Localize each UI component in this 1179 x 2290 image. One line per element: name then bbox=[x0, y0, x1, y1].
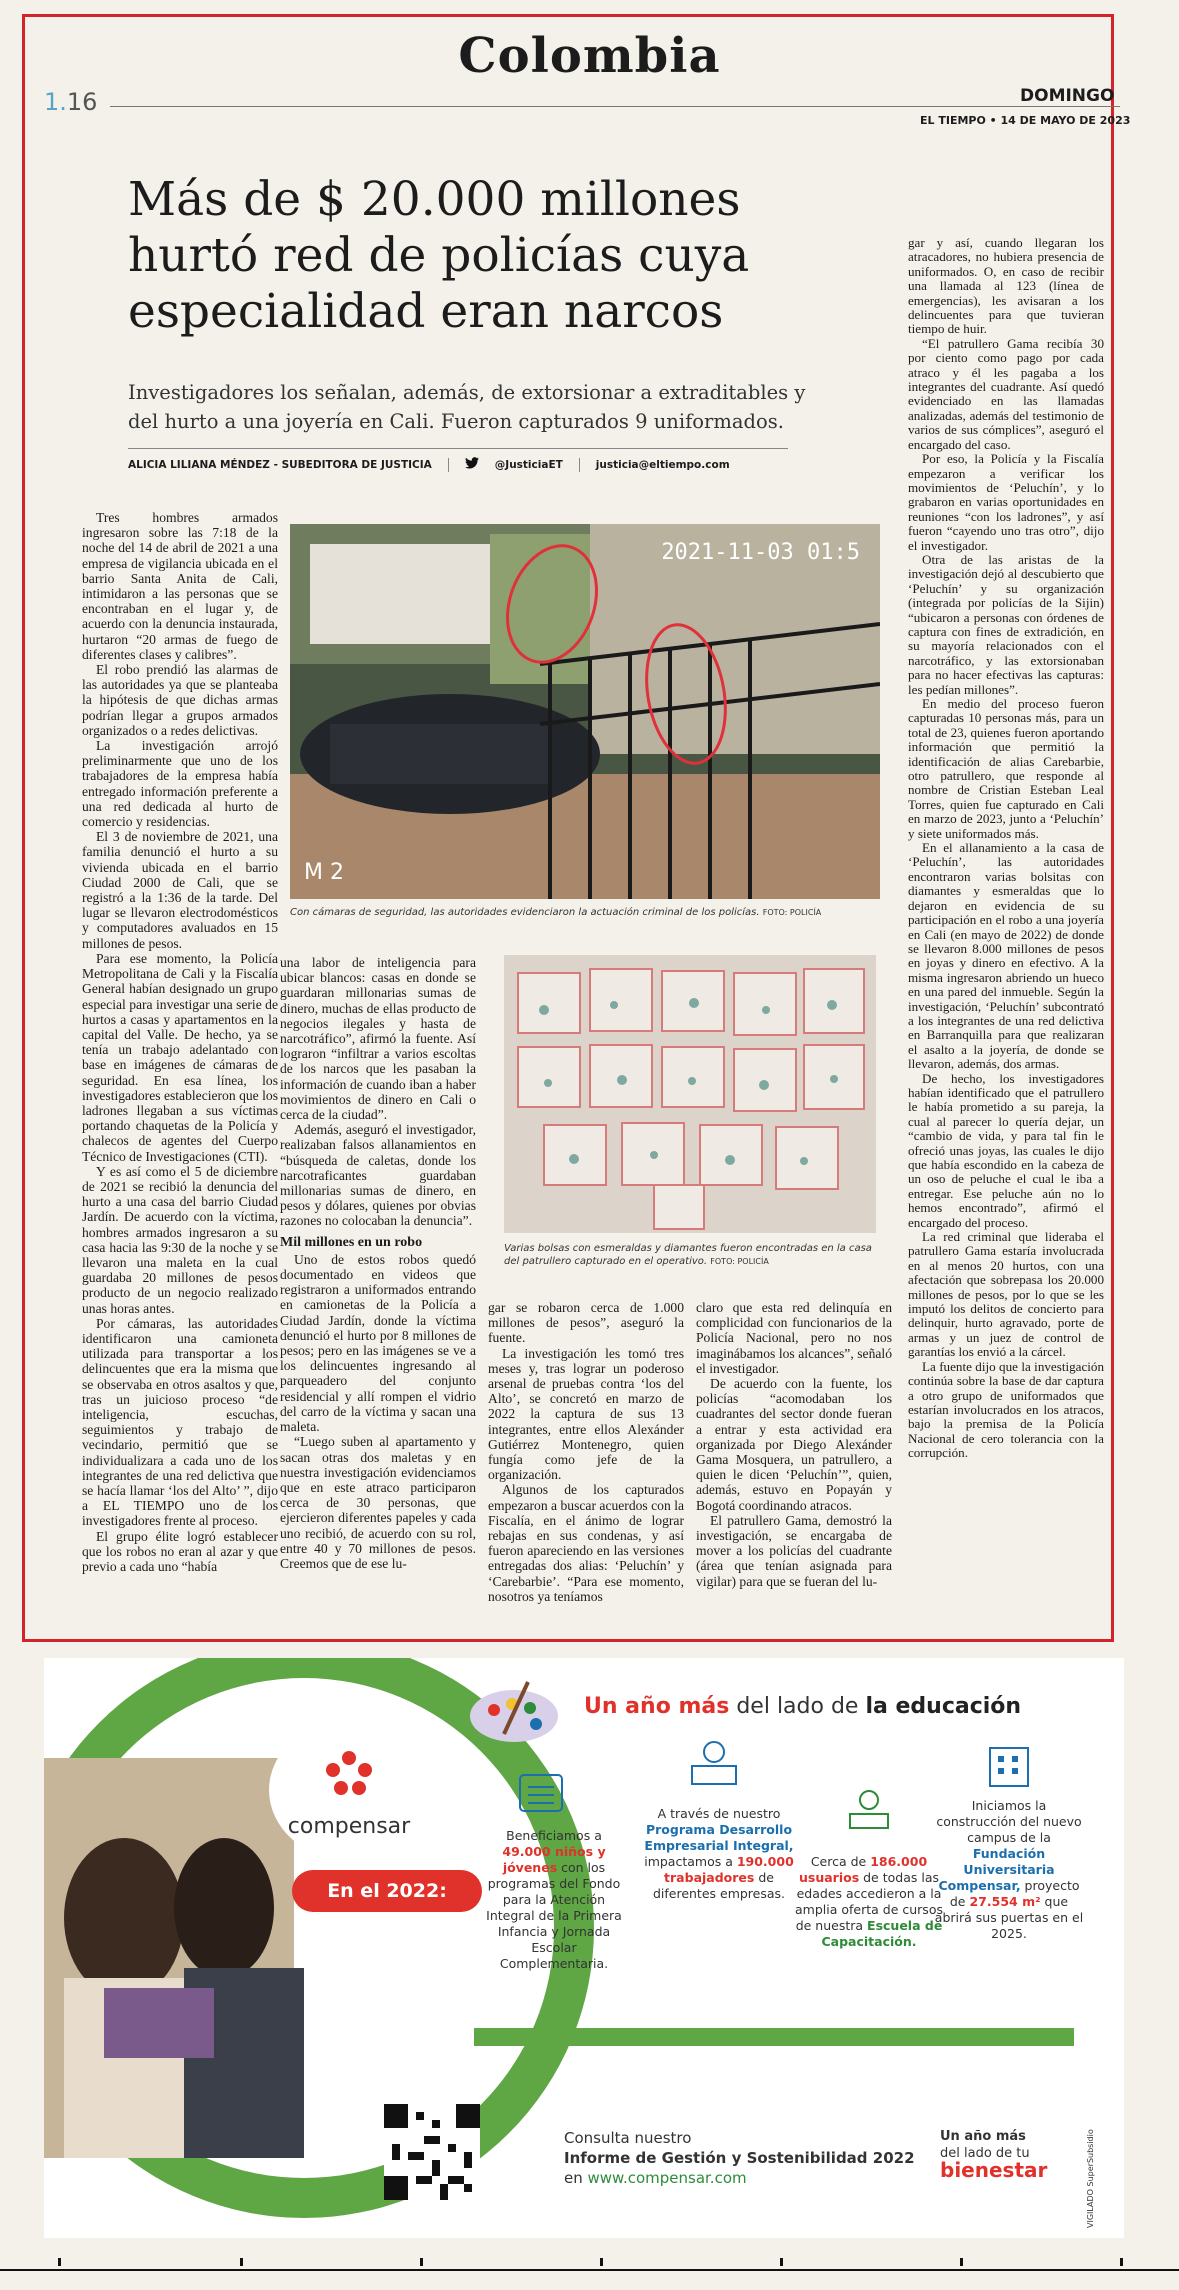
stat-text: A través de nuestro bbox=[657, 1806, 781, 1821]
stat-text: Beneficiamos a bbox=[506, 1828, 602, 1843]
stat-text: Iniciamos la construcción del nuevo campus de la bbox=[936, 1798, 1082, 1845]
paragraph: Además, aseguró el investigador, realizaban falsos allanamientos en “búsqueda de caletas, donde los narcotraficantes guardaban millonarias sumas de dinero, en pesos y dólares, quienes por obvias razones no colocaban la denuncia”. bbox=[280, 1122, 476, 1229]
ad-title-red: Un año más bbox=[584, 1694, 730, 1719]
article-column-2 bbox=[280, 955, 476, 1571]
paragraph: En el allanamiento a la casa de ‘Peluchín’, las autoridades encontraron varias bolsitas con diamantes y esmeraldas que lo dejaron en evidencia de su participación en el robo a una joyería en Cali (en mayo de 2022) de donde se llevaron 8.000 millones de pesos en joyas y dinero en efectivo. A la misma ingresaron abriendo un hueco en una pared del inmueble. Según la investigación, ‘Peluchín’ subcontrató a los integrantes de una red delictiva en Barranquilla para que realizaran el asalto a la joyería, de donde se llevaron, además, dos armas. bbox=[908, 840, 1104, 1072]
tagline-2: del lado de tu bbox=[940, 2146, 1030, 2161]
stat-workers bbox=[644, 1806, 794, 1902]
paragraph: El patrullero Gama, demostró la investigación, se encargaba de mover a los policías del cuadrante (área que tenían asignada para vigilar) para que se fueran del lu- bbox=[696, 1512, 892, 1589]
paragraph: “El patrullero Gama recibía 30 por ciento como pago por cada atraco y él les pagaba a los integrantes del cuadrante. Así quedó evidenciado en las llamadas analizadas, además del testimonio de varios de sus cómplices”, aseguró el encargado del caso. bbox=[908, 335, 1104, 452]
header-rule bbox=[110, 106, 1120, 107]
photo1-credit: FOTO: POLICÍA bbox=[762, 908, 822, 917]
paragraph: Y es así como el 5 de diciembre de 2021 se recibió la denuncia del hurto a una casa del barrio Ciudad Jardín. De acuerdo con la víctima, hombres armados ingresaron a su casa hacia las 9:30 de la noche y se llevaron una maleta en la cual guardaba 20 millones de pesos producto de un negocio realizado unas horas antes. bbox=[82, 1163, 278, 1316]
ad-tagline bbox=[940, 2128, 1048, 2182]
byline-email: justicia@eltiempo.com bbox=[595, 458, 730, 471]
report-en: en bbox=[564, 2169, 588, 2187]
stat-users bbox=[794, 1854, 944, 1950]
paragraph: En medio del proceso fueron capturadas 10 personas más, para un total de 23, quienes fueron aportando información que permitió la identificación de alias Carebarbie, otro patrullero, que responde al nombre de Cristian Esteban Leal Torres, quien fue capturado en Cali en marzo de 2023, junto a ‘Peluchín’ y siete uniformados más. bbox=[908, 696, 1104, 841]
paragraph: Algunos de los capturados empezaron a buscar acuerdos con la Fiscalía, en el ánimo de lograr rebajas en sus condenas, y así fueron apareciendo en las versiones entregadas dos alias: ‘Peluchín’ y ‘Carebarbie’. “Para ese momento, nosotros ya teníamos bbox=[488, 1482, 684, 1604]
tagline-1: Un año más bbox=[940, 2129, 1026, 2144]
compensar-link[interactable]: www.compensar.com bbox=[587, 2169, 747, 2187]
paragraph: Para ese momento, la Policía Metropolitana de Cali y la Fiscalía General habían designado un grupo especial para investigar una serie de hurtos a casas y apartamentos en la capital del Valle. De hecho, ya se tenía un trabajo adelantado con base en imágenes de cámaras de seguridad. En esa línea, los investigadores establecieron que los ladrones llegaban a sus víctimas portando chaquetas de la Policía y chalecos de agentes del Cuerpo Técnico de Investigaciones (CTI). bbox=[82, 950, 278, 1164]
article-column-4 bbox=[696, 1300, 892, 1589]
page-prefix: 1. bbox=[44, 88, 67, 116]
paragraph: La investigación arrojó preliminarmente que uno de los trabajadores de la empresa había entregado información preferente a una red dedicada al hurto de comercio y residencias. bbox=[82, 738, 278, 830]
report-line-1: Consulta nuestro bbox=[564, 2129, 692, 2147]
photo1-caption-text: Con cámaras de seguridad, las autoridades evidenciaron la actuación criminal de los policías. bbox=[290, 907, 760, 918]
byline bbox=[128, 448, 788, 472]
photo2-caption bbox=[504, 1242, 876, 1268]
headline: Más de $ 20.000 millones hurtó red de policías cuya especialidad eran narcos bbox=[128, 172, 750, 339]
photo2-caption-text: Varias bolsas con esmeraldas y diamantes fueron encontradas en la casa del patrullero capturado en el operativo. bbox=[504, 1243, 872, 1267]
stat-highlight: 49.000 niños y jóvenes bbox=[502, 1844, 606, 1875]
paragraph: Tres hombres armados ingresaron sobre las 7:18 de la noche del 14 de abril de 2021 a una empresa de vigilancia ubicada en el barrio Santa Anita de Cali, intimidaron a las personas que se encontraban en el lugar y, de acuerdo con la denuncia instaurada, hurtaron “20 armas de fuego de diferentes clases y calibres”. bbox=[82, 510, 278, 662]
photo-camera-label: M 2 bbox=[304, 860, 344, 885]
compensar-advertisement bbox=[44, 1658, 1124, 2238]
stat-text: que abrirá sus puertas en el 2025. bbox=[934, 1894, 1084, 1941]
stat-highlight: 27.554 m² bbox=[969, 1894, 1041, 1909]
paragraph: Por eso, la Policía y la Fiscalía empezaron a verificar los movimientos de ‘Peluchín’, y lo grabaron en varias oportunidades en reuniones “con los ladrones”, y así fueron “cayendo uno tras otro”, dijo el investigador. bbox=[908, 451, 1104, 553]
photo2-credit: FOTO: POLICÍA bbox=[710, 1257, 769, 1266]
compensar-logo-text: compensar bbox=[287, 1814, 411, 1839]
stat-children bbox=[484, 1828, 624, 1972]
page-number bbox=[44, 88, 97, 116]
photo-timestamp: 2021-11-03 01:5 bbox=[661, 540, 860, 565]
paragraph: una labor de inteligencia para ubicar blancos: casas en donde se guardaran millonarias sumas de dinero, muchas de ellas producto de negocios ilegales y hasta de narcotráfico”, afirmó la fuente. Así lograron “infiltrar a varios escoltas de los narcos que les pasaban la información de cuando iban a haber movimientos de dinero en Cali o cerca de la ciudad”. bbox=[280, 955, 476, 1123]
paragraph: El robo prendió las alarmas de las autoridades ya que se planteaba la hipótesis de que dichas armas podrían llegar a grupos armados organizados o a redes delictivas. bbox=[82, 662, 278, 738]
stat-text: impactamos a bbox=[644, 1854, 737, 1869]
stat-highlight: 190.000 trabajadores bbox=[664, 1854, 794, 1885]
paragraph: De hecho, los investigadores habían identificado que el patrullero le había prometido a su pareja, la cual al parecer lo quería dejar, un “cambio de vida, y para tal fin le ofreció unas joyas, las cuales le dijo que había escondido en la cabeza de un oso de peluche el cual le iba a entregar. Ese peluche aún no lo hemos encontrado”, afirmó el encargado del proceso. bbox=[908, 1070, 1104, 1230]
paragraph: gar se robaron cerca de 1.000 millones de pesos”, aseguró la fuente. bbox=[488, 1300, 684, 1346]
ad-year-pill: En el 2022: bbox=[292, 1870, 482, 1912]
section-title: Colombia bbox=[458, 28, 721, 84]
paragraph: La fuente dijo que la investigación continúa sobre la base de dar captura a otro grupo de uniformados que estarían involucrados en los atracos, bajo la premisa de la Policía Nacional de cero tolerancia con la corrupción. bbox=[908, 1358, 1104, 1461]
subheading: Mil millones en un robo bbox=[280, 1234, 423, 1250]
page-number-value: 16 bbox=[66, 88, 98, 116]
stat-highlight: Fundación Universitaria Compensar, bbox=[938, 1846, 1055, 1893]
photo1-caption bbox=[290, 906, 890, 919]
ad-report-cta bbox=[564, 2128, 915, 2188]
stat-text: proyecto de bbox=[949, 1878, 1080, 1909]
stat-highlight: 186.000 usuarios bbox=[798, 1854, 928, 1885]
tagline-3: bienestar bbox=[940, 2158, 1048, 2182]
lede: Investigadores los señalan, además, de extorsionar a extraditables y del hurto a una joyería en Cali. Fueron capturados 9 uniformados. bbox=[128, 381, 806, 433]
stat-highlight: Escuela de Capacitación. bbox=[821, 1918, 943, 1949]
paragraph: Por cámaras, las autoridades identificaron una camioneta utilizada para transportar a los delincuentes que era la misma que se observaba en otros asaltos y que, tras un juicioso proceso “de inteligencia, escuchas, seguimientos y trabajo de vecindario, permitió que se individualizara a cada uno de los integrantes de una red delictiva que se hacía llamar ‘los del Alto’ ”, dijo a EL TIEMPO uno de los investigadores frente al proceso. bbox=[82, 1315, 278, 1529]
paragraph: Otra de las aristas de la investigación dejó al descubierto que ‘Peluchín’ y su organización (integrada por policías de la Sijin) “ubicaron a personas con órdenes de captura con fines de extradición, en su mayoría relacionados con el narcotráfico, y las extorsionaban para no hacer efectivas las capturas: les pedían millones”. bbox=[908, 551, 1104, 697]
ad-title bbox=[584, 1694, 1021, 1719]
article-column-5 bbox=[908, 236, 1104, 1461]
day-label: DOMINGO bbox=[1020, 86, 1115, 106]
stat-highlight: Programa Desarrollo Empresarial Integral, bbox=[644, 1822, 794, 1853]
byline-author: ALICIA LILIANA MÉNDEZ - SUBEDITORA DE JUSTICIA bbox=[128, 458, 432, 471]
paragraph: El 3 de noviembre de 2021, una familia denunció el hurto a su vivienda ubicada en el barrio Ciudad 2000 de Cali, que se registró a la 1:36 de la tarde. Del lugar se llevaron electrodomésticos y computadores avaluados en 15 millones de pesos. bbox=[82, 829, 278, 951]
dateline: EL TIEMPO • 14 DE MAYO DE 2023 bbox=[920, 114, 1131, 127]
compensar-logo-icon bbox=[319, 1746, 379, 1806]
stat-text: Cerca de bbox=[810, 1854, 871, 1869]
twitter-icon bbox=[465, 457, 479, 472]
paragraph: “Luego suben al apartamento y sacan otras dos maletas y en nuestra investigación evidenciamos que en este atraco participaron cerca de 30 personas, que ejercieron diferentes papeles y cada uno recibió, de acuerdo con su rol, entre 40 y 70 millones de pesos. Creemos que de ese lu- bbox=[280, 1434, 476, 1571]
article-column-1 bbox=[82, 510, 278, 1574]
student-icon bbox=[844, 1788, 894, 1836]
paragraph: La red criminal que lideraba el patrullero Gama estaría involucrada en al menos 20 hurtos, con una afectación que sobrepasa los 20.000 millones de pesos, por lo que se les imputó los delitos de concierto para delinquir, hurto agravado, porte de armas y un juez de control de garantías los envió a la cárcel. bbox=[908, 1229, 1104, 1360]
paragraph: La investigación les tomó tres meses y, tras lograr un poderoso arsenal de pruebas contra ‘los del Alto’, se concretó en marzo de 2022 la captura de sus 13 integrantes, entre ellos Alexánder Gutiérrez Montenegro, quien fungía como jefe de la organización. bbox=[488, 1345, 684, 1483]
compensar-logo bbox=[269, 1720, 429, 1860]
ad-title-bold: la educación bbox=[865, 1694, 1022, 1719]
page-bottom-marks bbox=[0, 2252, 1179, 2272]
paragraph: De acuerdo con la fuente, los policías “acomodaban los cuadrantes del sector donde fueran a entrar y esta actividad era organizada por Diego Alexánder Gama Mosquera, un patrullero, a quien le dicen ‘Peluchín’”, quien, además, estuvo en Popayán y Bogotá coordinando atracos. bbox=[696, 1376, 892, 1513]
stat-text: con los programas del Fondo para la Atención Integral de la Primera Infancia y Jornada Escolar Complementaria. bbox=[486, 1860, 622, 1971]
security-camera-photo bbox=[290, 524, 880, 899]
paragraph: Uno de estos robos quedó documentado en videos que registraron a uniformados entrando en camionetas de la Policía a Ciudad Jardín, donde la víctima denunció el hurto por 8 millones de pesos; pero en las imágenes se ve a los delincuentes ingresando al parqueadero del conjunto residencial y allí rompen el vidrio del carro de la víctima y sacan una maleta. bbox=[280, 1251, 476, 1435]
report-line-3 bbox=[564, 2168, 915, 2188]
vigilado-label: VIGILADO SuperSubsidio bbox=[1086, 2129, 1095, 2228]
paragraph: gar y así, cuando llegaran los atracadores, no hubiera presencia de uniformados. O, en caso de recibir una llamada al 123 (línea de emergencias), les avisaran a los delincuentes para que tuvieran tiempo de huir. bbox=[908, 235, 1104, 337]
ad-title-mid: del lado de bbox=[729, 1694, 866, 1719]
evidence-bags-photo bbox=[504, 955, 876, 1233]
palette-icon bbox=[464, 1678, 564, 1748]
paragraph: El grupo élite logró establecer que los robos no eran al azar y que previo a cada uno “había bbox=[82, 1528, 278, 1575]
report-line-2: Informe de Gestión y Sostenibilidad 2022 bbox=[564, 2149, 915, 2167]
qr-code[interactable] bbox=[384, 2104, 480, 2200]
building-icon bbox=[984, 1738, 1034, 1792]
stat-text: de diferentes empresas. bbox=[652, 1870, 786, 1901]
paragraph: claro que esta red delinquía en complicidad con funcionarios de la Policía Nacional, pero no nos imaginábamos los alcances”, señaló el investigador. bbox=[696, 1300, 892, 1376]
byline-divider bbox=[579, 458, 580, 472]
byline-divider bbox=[448, 458, 449, 472]
byline-twitter: @JusticiaET bbox=[494, 458, 563, 471]
stat-campus bbox=[934, 1798, 1084, 1942]
stat-text: de todas las edades accedieron a la amplia oferta de cursos de nuestra bbox=[795, 1870, 943, 1933]
laptop-user-icon bbox=[684, 1738, 744, 1792]
article-column-3 bbox=[488, 1300, 684, 1604]
kids-icon bbox=[518, 1773, 564, 1817]
